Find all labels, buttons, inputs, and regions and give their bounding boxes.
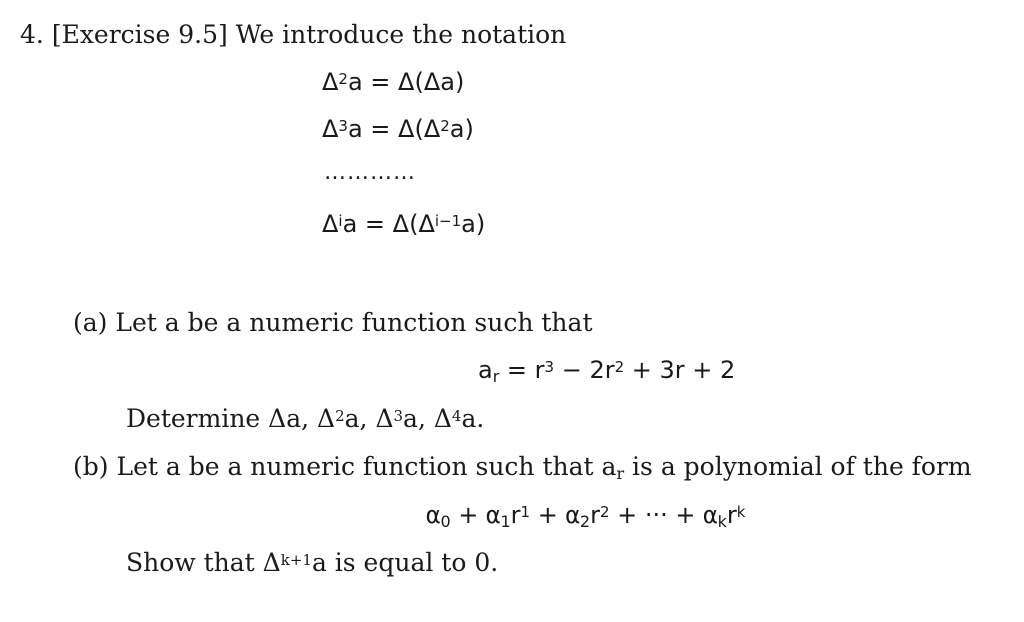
- definition-rhs-end: a): [449, 115, 474, 143]
- definition-rhs: a = Δ(Δa): [347, 68, 465, 96]
- definition-delta-i: [322, 212, 485, 236]
- definition-rhs-start: a = Δ(Δ: [342, 210, 435, 238]
- definition-rhs-end: a): [461, 210, 486, 238]
- exercise-tag: [Exercise 9.5]: [51, 20, 228, 49]
- part-b-show: [126, 550, 498, 575]
- delta-symbol: Δ: [322, 68, 339, 96]
- part-b-text: is a polynomial of the form: [624, 452, 972, 481]
- definition-delta-2: [322, 70, 464, 94]
- coefficient-index: 2: [579, 512, 591, 531]
- exponent: 4: [451, 407, 462, 425]
- variable: r: [590, 501, 600, 529]
- exponent: 2: [338, 70, 348, 88]
- part-b-subscript: r: [616, 464, 625, 483]
- definition-rhs-start: a = Δ(Δ: [347, 115, 441, 143]
- variable: r: [726, 501, 737, 529]
- show-text: Show that Δ: [126, 548, 281, 577]
- definition-ellipsis: …………: [324, 160, 416, 185]
- operator: + ··· +: [609, 501, 704, 529]
- coefficient-index: 1: [500, 512, 511, 531]
- determine-text: a.: [461, 404, 485, 433]
- coefficient: α: [426, 501, 441, 529]
- exponent: k: [736, 503, 746, 521]
- part-a-label: (a): [73, 308, 108, 337]
- coefficient: α: [565, 501, 580, 529]
- exercise-header: [20, 22, 566, 47]
- exponent: 2: [335, 407, 345, 425]
- coefficient-index: 0: [440, 512, 451, 531]
- part-a-determine: [126, 406, 484, 431]
- exponent: 3: [393, 407, 404, 425]
- determine-text: a, Δ: [344, 404, 394, 433]
- part-b-text: Let a be a numeric function such that a: [116, 452, 617, 481]
- definition-delta-3: [322, 117, 474, 141]
- exponent: i: [338, 212, 343, 230]
- operator: +: [530, 501, 566, 529]
- delta-symbol: Δ: [322, 115, 339, 143]
- part-b-polynomial: [426, 501, 746, 531]
- eq-exponent: 2: [614, 358, 625, 376]
- eq-part: = r: [499, 356, 545, 384]
- eq-lhs-subscript: r: [492, 367, 500, 386]
- part-a-statement: [73, 310, 593, 335]
- exponent: 1: [520, 503, 531, 521]
- determine-text: a, Δ: [403, 404, 452, 433]
- exponent: 2: [599, 503, 610, 521]
- eq-exponent: 3: [544, 358, 555, 376]
- coefficient: α: [486, 501, 501, 529]
- exponent: 3: [338, 117, 348, 135]
- exercise-number: 4.: [20, 20, 44, 49]
- inner-exponent: 2: [440, 117, 450, 135]
- part-a-text: Let a be a numeric function such that: [115, 308, 593, 337]
- exercise-intro: We introduce the notation: [235, 20, 567, 49]
- eq-lhs: a: [478, 356, 493, 384]
- operator: +: [450, 501, 487, 529]
- eq-part: + 3r + 2: [624, 356, 736, 384]
- coefficient: α: [703, 501, 718, 529]
- show-text: a is equal to 0.: [311, 548, 499, 577]
- part-a-equation: [478, 356, 736, 386]
- inner-exponent: i−1: [434, 212, 462, 230]
- variable: r: [510, 501, 521, 529]
- delta-symbol: Δ: [322, 210, 339, 238]
- coefficient-index: k: [717, 512, 727, 531]
- determine-text: Determine Δa, Δ: [126, 404, 336, 433]
- part-b-statement: [73, 452, 972, 483]
- part-b-label: (b): [73, 452, 109, 481]
- eq-part: − 2r: [554, 356, 615, 384]
- exponent: k+1: [280, 551, 312, 569]
